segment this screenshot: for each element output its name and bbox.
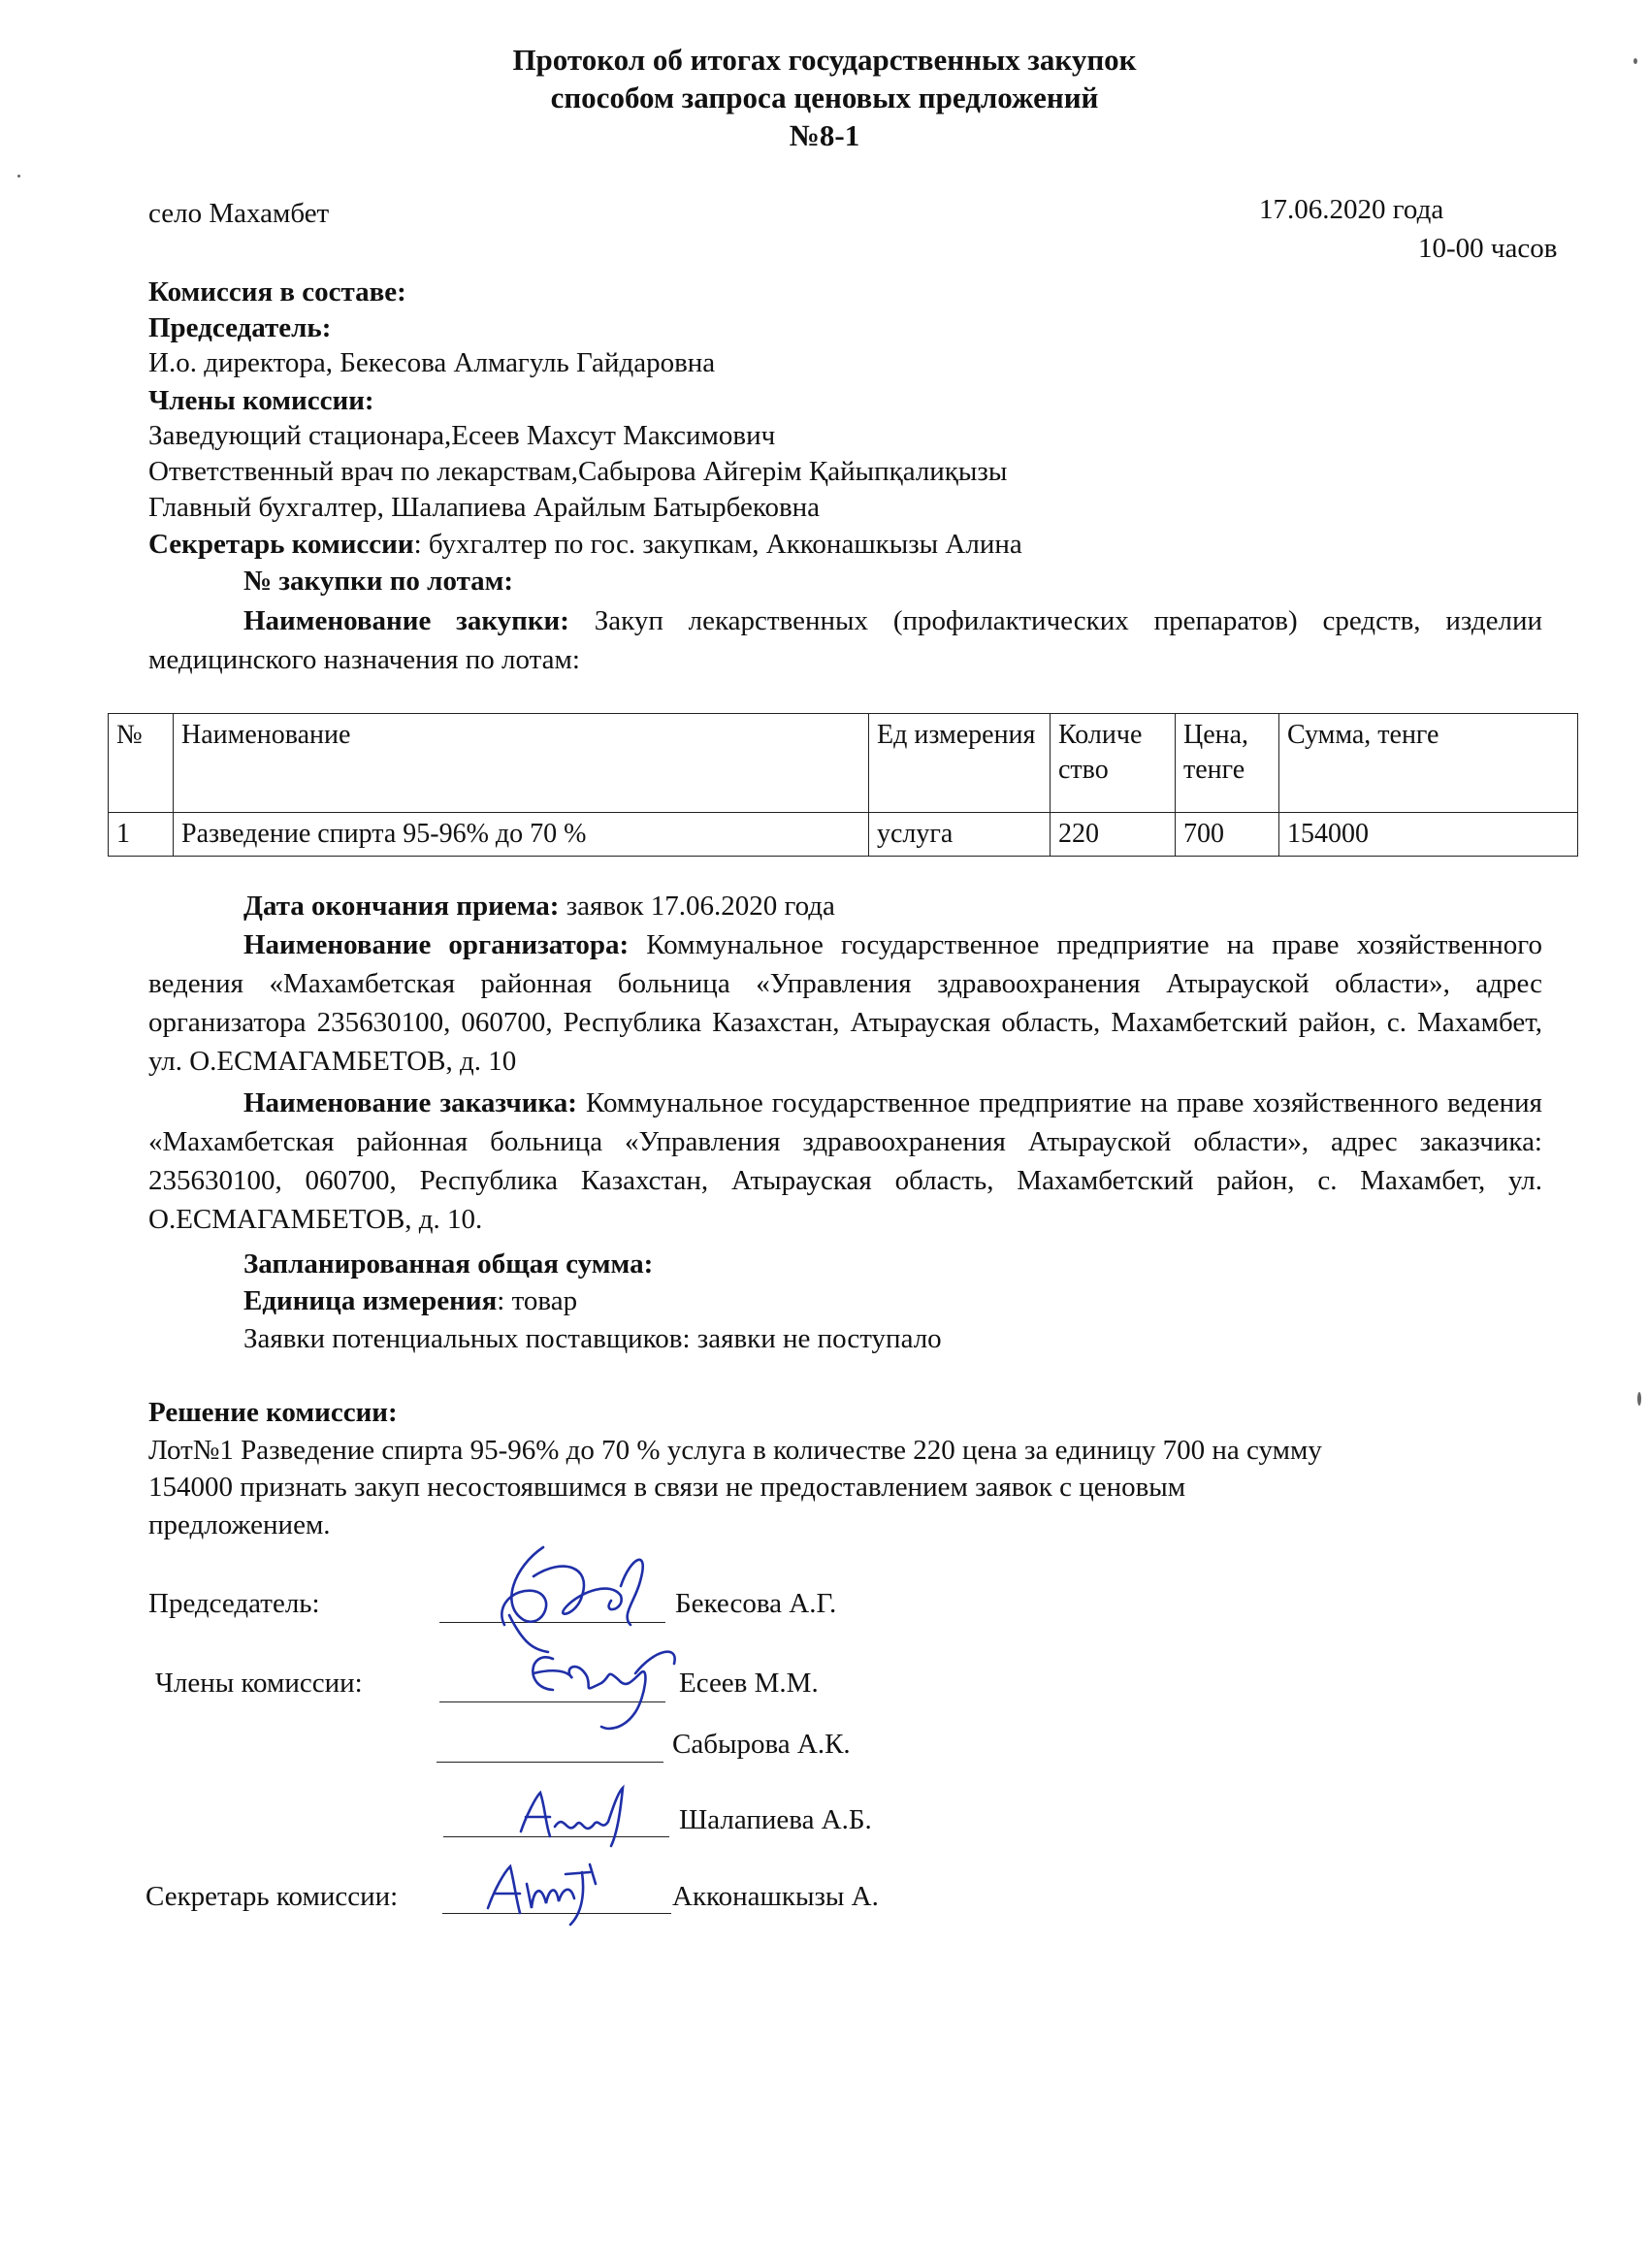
- member3-signature: [497, 1778, 642, 1851]
- header-number: №: [109, 714, 174, 813]
- decision-label: Решение комиссии:: [148, 1397, 398, 1428]
- decision-line-2: 154000 признать закуп несостоявшимся в связи не предоставлением заявок с ценовым: [148, 1472, 1186, 1503]
- scan-speck: [1637, 1392, 1641, 1406]
- place: село Махамбет: [148, 198, 330, 229]
- unit-text: : товар: [497, 1285, 578, 1316]
- purchase-label: Наименование закупки:: [243, 605, 569, 636]
- decision-line-1: Лот№1 Разведение спирта 95-96% до 70 % услуга в количестве 220 цена за единицу 700 на сумму: [148, 1435, 1322, 1466]
- secretary-label: Секретарь комиссии: [148, 529, 414, 560]
- deadline-label: Дата окончания приема:: [243, 891, 560, 922]
- title-line-1: Протокол об итогах государственных закупок: [512, 43, 1137, 77]
- sign-member1-name: Есеев М.М.: [679, 1668, 819, 1699]
- planned-sum-label: Запланированная общая сумма:: [243, 1248, 654, 1280]
- secretary-signature: [473, 1855, 619, 1932]
- header-quantity: Количе ство: [1051, 714, 1176, 813]
- secretary-name: : бухгалтер по гос. закупкам, Акконашкызы Алина: [413, 529, 1022, 560]
- member1-signature: [514, 1630, 689, 1736]
- header-name: Наименование: [174, 714, 869, 813]
- cell-unit: услуга: [869, 813, 1051, 857]
- date: 17.06.2020 года: [1259, 194, 1444, 225]
- organizer-text: Коммунальное государственное предприятие на праве хозяйственного ведения «Махамбетская районная больница «Управления здравоохранения Атырауской области», адрес организатора 235630100, 060700, Республика Казахстан, Атырауская область, Махамбетский район, с. Махамбет, ул. О.ЕСМАГАМБЕТОВ, д. 10: [148, 929, 1542, 1077]
- cell-quantity: 220: [1051, 813, 1176, 857]
- time: 10-00 часов: [1418, 233, 1558, 264]
- member-3: Главный бухгалтер, Шалапиева Арайлым Батырбековна: [148, 492, 821, 523]
- deadline-line: [243, 891, 835, 923]
- sign-chair-name: Бекесова А.Г.: [675, 1588, 837, 1619]
- header-unit: Ед измерения: [869, 714, 1051, 813]
- members-label: Члены комиссии:: [148, 385, 374, 416]
- organizer-label: Наименование организатора:: [243, 929, 630, 960]
- lots-table: [108, 713, 1578, 857]
- decision-line-3: предложением.: [148, 1509, 331, 1540]
- cell-sum: 154000: [1279, 813, 1578, 857]
- organizer-paragraph: [148, 925, 1542, 1081]
- secretary-line: [148, 529, 1022, 561]
- customer-label: Наименование заказчика:: [243, 1087, 577, 1118]
- customer-paragraph: [148, 1084, 1542, 1239]
- header-sum: Сумма, тенге: [1279, 714, 1578, 813]
- purchase-text: Закуп лекарственных (профилактических препаратов) средств, изделии медицинского назначения по лотам:: [148, 605, 1542, 675]
- member-2: Ответственный врач по лекарствам,Сабырова Айгерім Қайыпқалиқызы: [148, 456, 1008, 487]
- chair-label: Председатель:: [148, 312, 332, 343]
- customer-text: Коммунальное государственное предприятие на праве хозяйственного ведения «Махамбетская районная больница «Управления здравоохранения Атырауской области», адрес заказчика: 235630100, 060700, Республика Казахстан, Атырауская область, Махамбетский район, с. Махамбет, ул. О.ЕСМАГАМБЕТОВ, д. 10.: [148, 1087, 1542, 1235]
- chair-name: И.о. директора, Бекесова Алмагуль Гайдаровна: [148, 347, 716, 378]
- sign-member2-name: Сабырова А.К.: [672, 1729, 851, 1760]
- unit-line: [243, 1285, 577, 1317]
- purchase-paragraph: [148, 601, 1542, 679]
- sign-secretary-label: Секретарь комиссии:: [146, 1881, 399, 1912]
- applications-line: Заявки потенциальных поставщиков: заявки не поступало: [243, 1323, 942, 1354]
- member-1: Заведующий стационара,Есеев Махсут Максимович: [148, 420, 776, 451]
- cell-price: 700: [1176, 813, 1279, 857]
- unit-label: Единица измерения: [243, 1285, 498, 1316]
- protocol-number: №8-1: [789, 118, 860, 152]
- cell-number: 1: [109, 813, 174, 857]
- lots-label: № закупки по лотам:: [243, 566, 514, 597]
- cell-name: Разведение спирта 95-96% до 70 %: [174, 813, 869, 857]
- sign-chair-label: Председатель:: [148, 1588, 320, 1619]
- sign-secretary-name: Акконашкызы А.: [672, 1881, 879, 1912]
- sign-member3-name: Шалапиева А.Б.: [679, 1804, 872, 1835]
- table-row: [109, 813, 1578, 857]
- header-price: Цена, тенге: [1176, 714, 1279, 813]
- sign-member2-underline: [436, 1762, 663, 1763]
- deadline-text: заявок 17.06.2020 года: [559, 891, 835, 922]
- scan-speck: [17, 175, 20, 178]
- table-header-row: [109, 714, 1578, 813]
- commission-heading: Комиссия в составе:: [148, 276, 406, 308]
- scan-speck: [1633, 58, 1637, 64]
- title-line-2: способом запроса ценовых предложений: [550, 81, 1099, 114]
- sign-members-label: Члены комиссии:: [155, 1668, 363, 1699]
